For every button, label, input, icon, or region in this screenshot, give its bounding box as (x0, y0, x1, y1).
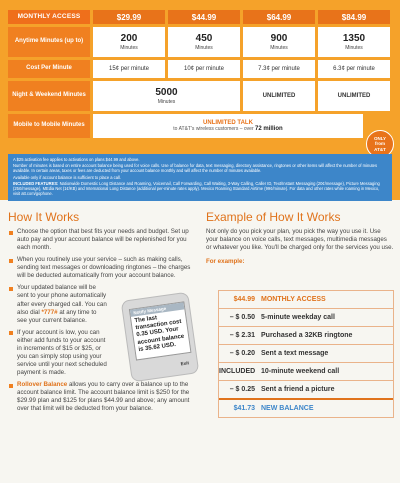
table-row: INCLUDED 10-minute weekend call (219, 362, 393, 380)
minutes-cell: 200 Minutes (93, 27, 165, 57)
plan-price: $29.99 (93, 10, 165, 24)
cost-cell: 15¢ per minute (93, 60, 165, 78)
minutes-cell: 1350 Minutes (318, 27, 390, 57)
list-item: If your account is low, you can either add funds to your account in increments of $15 or $25, or you can simply stop using your service until your next scheduled payment is made. (8, 329, 108, 377)
nights-row (8, 81, 392, 111)
cost-row (8, 60, 392, 78)
nights-label: Night & Weekend Minutes (8, 81, 90, 111)
minutes-cell: 900 Minutes (243, 27, 315, 57)
table-row: – $ 0.20 Sent a text message (219, 344, 393, 362)
note-available: Available only if account balance is sufficient to place a call. (13, 174, 121, 180)
cost-cell: 6.3¢ per minute (318, 60, 390, 78)
mobile-cell: UNLIMITED TALK to AT&T's wireless customers – over 72 million (93, 114, 363, 138)
cost-label: Cost Per Minute (8, 60, 90, 78)
note-minutes: Number of minutes is based on entire account balance being used for voice calls. Use of balance for data, text messaging, directory assistance, ringtones or other items will affect the number of minutes available. In certain areas, taxes or fees are deducted from your account balance monthly and will affect the number of minutes available. (13, 163, 378, 174)
pricing-panel (0, 0, 400, 200)
how-it-works-section (8, 210, 194, 417)
minutes-cell: 450 Minutes (168, 27, 240, 57)
table-row: $44.99 MONTHLY ACCESS (219, 290, 393, 308)
nights-cell: UNLIMITED (318, 81, 390, 111)
for-example-label: For example: (206, 258, 245, 266)
table-row: – $ 2.31 Purchased a 32KB ringtone (219, 326, 393, 344)
note-activation: A $25 activation fee applies to activations on plans $44.99 and above. (13, 157, 140, 162)
notify-text: The last transaction cost 0.35 USD. Your account balance is 35.62 USD. (134, 315, 185, 353)
minutes-row (8, 27, 392, 57)
table-row: – $ 0.50 5-minute weekday call (219, 308, 393, 326)
cost-cell: 7.3¢ per minute (243, 60, 315, 78)
minutes-label: Anytime Minutes (up to) (8, 27, 90, 57)
nights-cell: 5000 Minutes (93, 81, 240, 111)
table-row: – $ 0.25 Sent a friend a picture (219, 380, 393, 398)
only-from-att-badge: ONLY from AT&T (366, 130, 394, 158)
note-included: INCLUDED FEATURES: Nationwide Domestic Long Distance and Roaming, Voicemail, Call Forwarding, Call Waiting, 3-Way Calling, Caller ID, Text/Instant Messaging (20¢/message), Picture Messaging (25¢/message), MEdia Net (1¢/KB) and International Long Distance (additional per-minute rates apply). Mexico Roaming Standard Airtime (99¢/minute). For data and other rates while roaming in Mexico, visit att.com/gophone. (13, 180, 380, 197)
cost-cell: 10¢ per minute (168, 60, 240, 78)
plan-price: $64.99 (243, 10, 315, 24)
plan-price: $44.99 (168, 10, 240, 24)
monthly-access-label: MONTHLY ACCESS (8, 10, 90, 24)
nights-cell: UNLIMITED (243, 81, 315, 111)
pricing-table (8, 10, 392, 141)
mobile-row (8, 114, 392, 138)
notify-header: Notify Message (130, 302, 184, 316)
example-table (218, 290, 394, 418)
example-intro: Not only do you pick your plan, you pick the way you use it. Use your balance on voice calls, text messages, multimedia messages or whatever you like. You'll be charged only for the services you use. (206, 228, 394, 252)
list-item: Your updated balance will be sent to your phone automatically after every charged call. You can also dial *777# at any time to see your current balance. (8, 284, 108, 324)
plan-price: $84.99 (318, 10, 390, 24)
phone-illustration (121, 292, 200, 383)
pricing-header-row (8, 10, 392, 24)
list-item: Rollover Balance allows you to carry over a balance up to the account balance limit. The account balance limit is $250 for the $29.99 plan and $125 for plans $44.99 and above; any amount over that limit will be deducted from your balance. (8, 381, 194, 413)
phone-screen (129, 301, 192, 360)
table-row-total: $41.73 NEW BALANCE (219, 398, 393, 418)
example-section (206, 210, 394, 412)
example-title: Example of How It Works (206, 210, 341, 224)
list-item: Choose the option that best fits your needs and budget. Set up auto pay and your account balance will be replenished for you each month. (8, 228, 194, 252)
how-it-works-title: How It Works (8, 210, 80, 224)
list-item: When you routinely use your service – such as making calls, sending text messages or downloading ringtones – the charges will be deducted automatically from your account balance. (8, 256, 194, 280)
notes-box (8, 154, 392, 201)
mobile-label: Mobile to Mobile Minutes (8, 114, 90, 138)
exit-label: Exit (180, 360, 190, 367)
